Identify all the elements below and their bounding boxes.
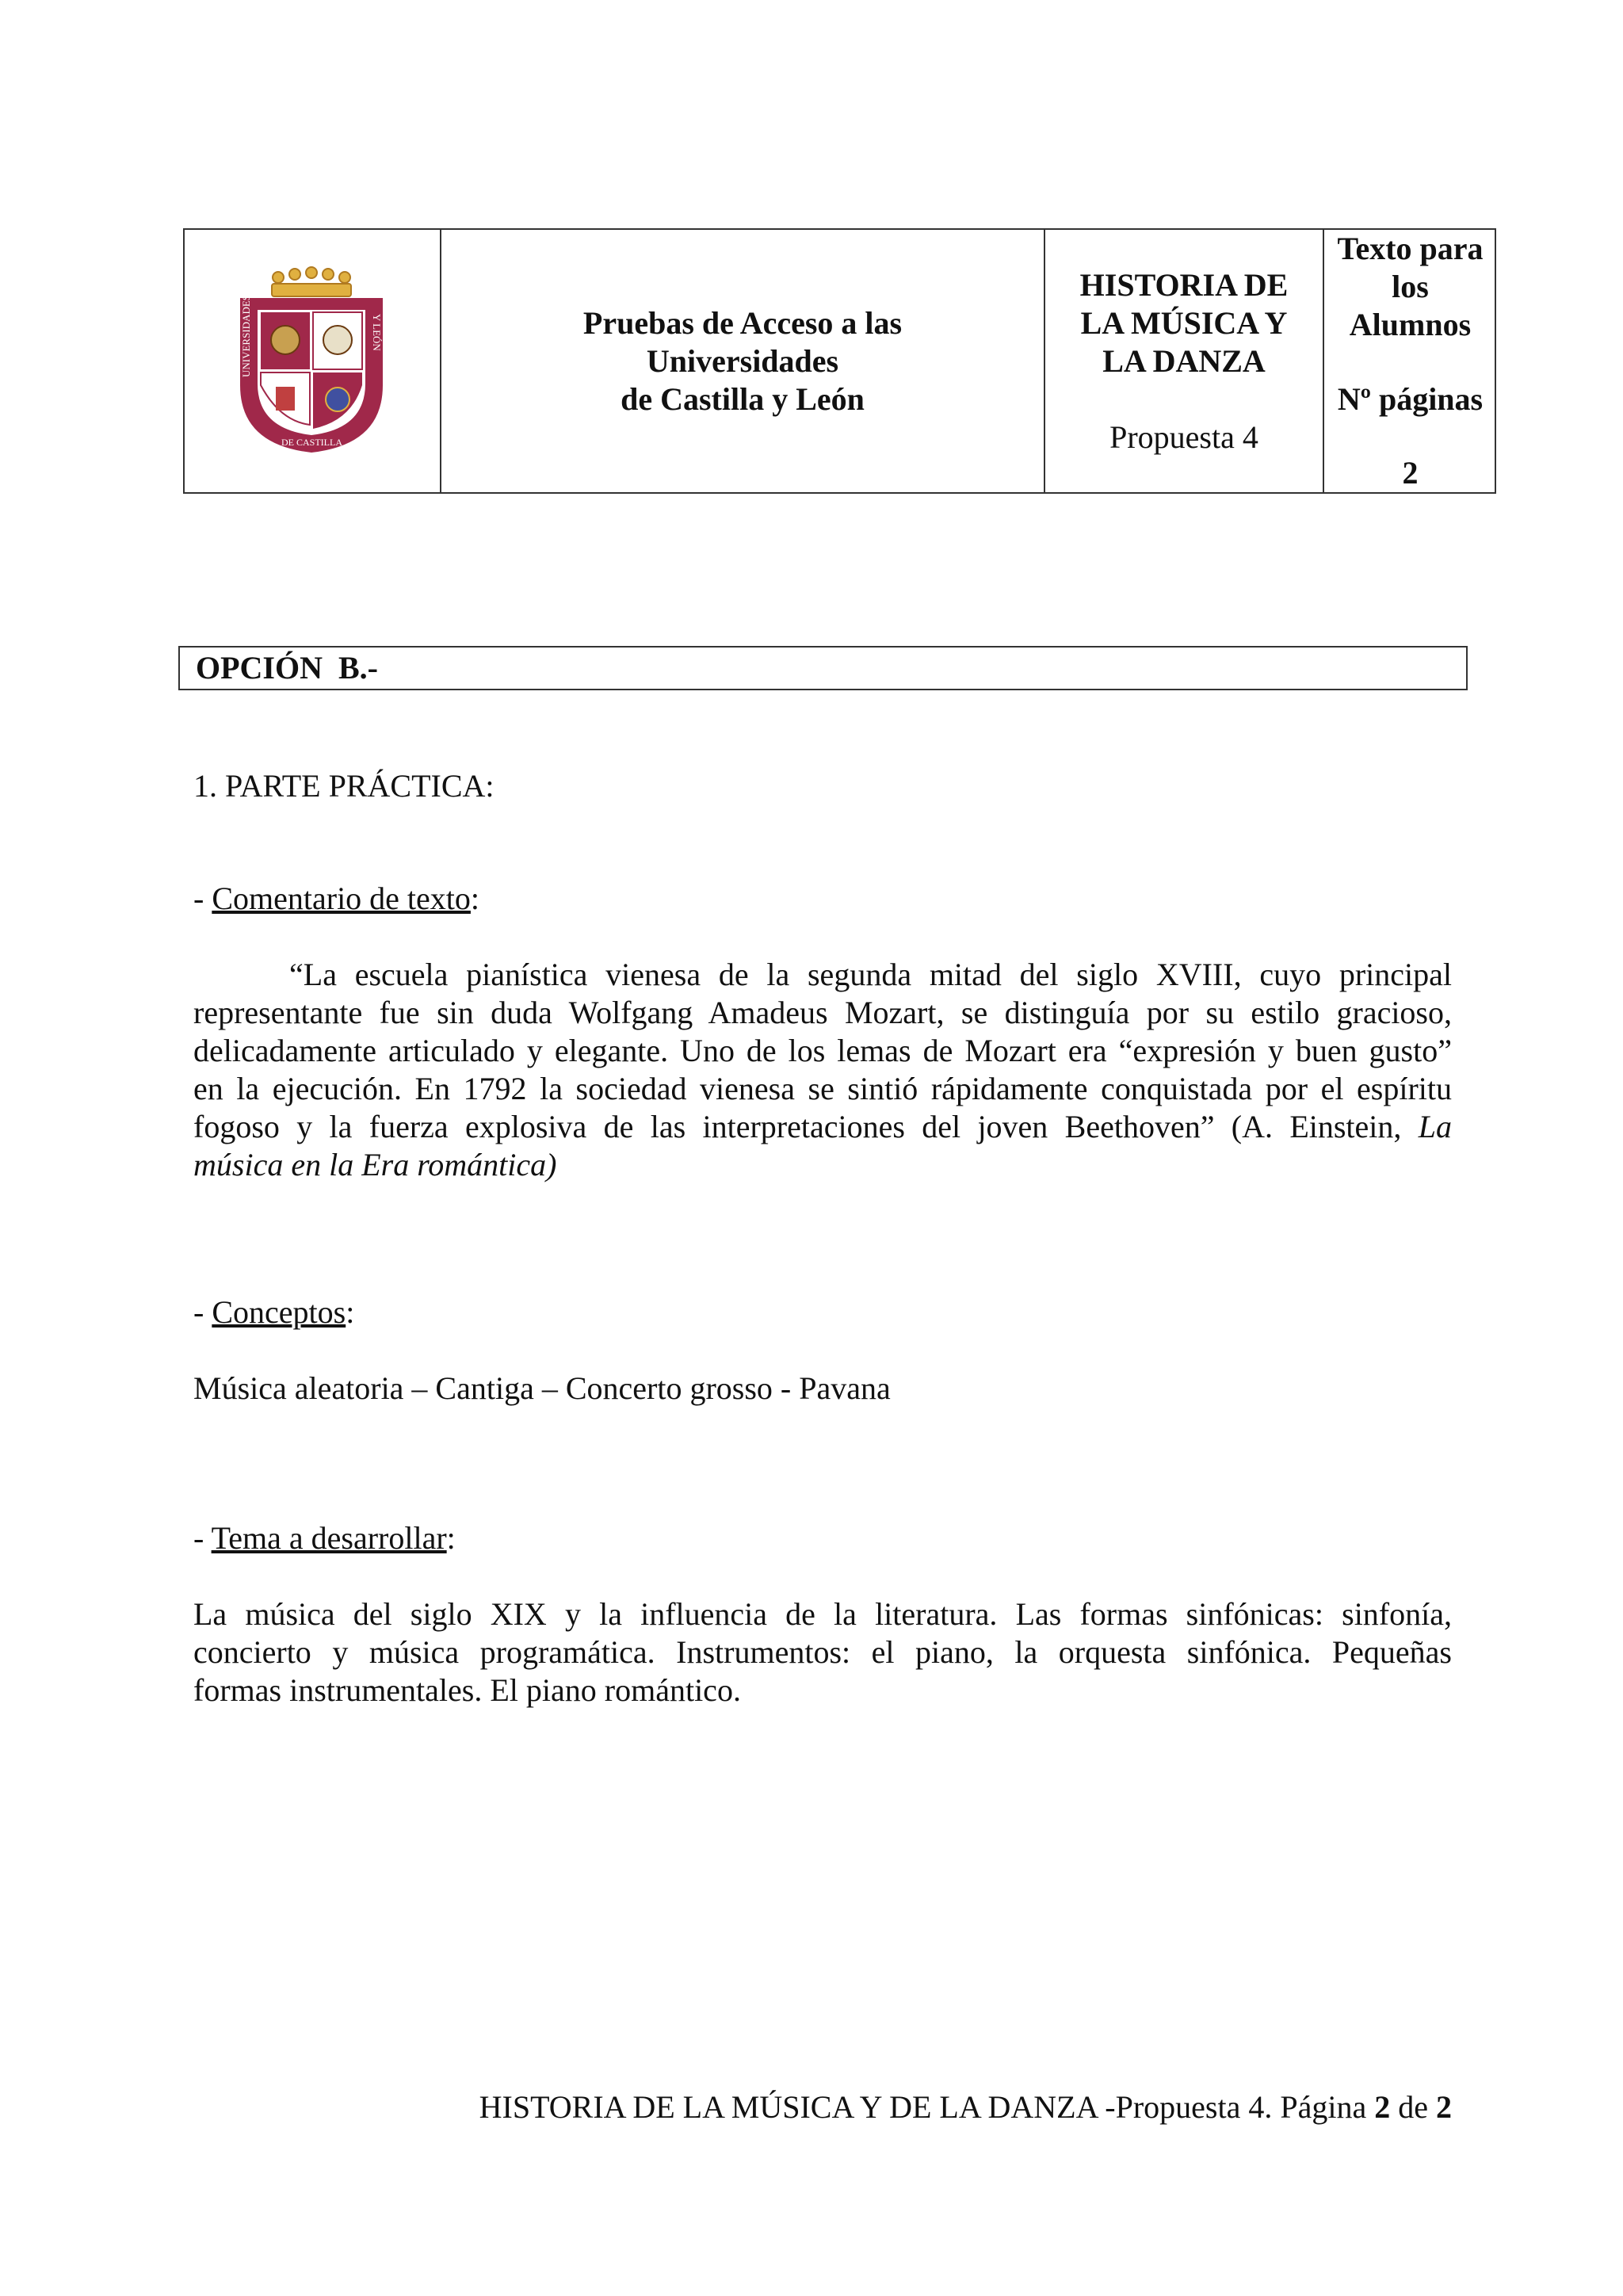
text-line: los	[1392, 269, 1429, 304]
suffix: :	[470, 881, 480, 916]
page-footer	[428, 2088, 1452, 2126]
svg-text:UNIVERSIDADES: UNIVERSIDADES	[240, 294, 252, 377]
quote-line: representante fue sin duda Wolfgang Amadeus Mozart, se distinguía por su estilo gracioso,	[193, 995, 1452, 1030]
quote-line: fogoso y la fuerza explosiva de las interpretaciones del joven Beethoven” (A. Einstein,	[193, 1109, 1402, 1144]
institution-line: Universidades	[646, 342, 839, 379]
topic-paragraph	[193, 1595, 1452, 1710]
text-cell	[1324, 230, 1496, 492]
prefix: -	[193, 881, 212, 916]
svg-text:DE CASTILLA: DE CASTILLA	[281, 436, 342, 448]
svg-text:Y LEÓN: Y LEÓN	[371, 313, 383, 351]
prefix: -	[193, 1520, 212, 1556]
commentary-heading	[193, 880, 479, 918]
header-table	[183, 228, 1496, 494]
pages-value: 2	[1402, 455, 1419, 491]
pages-label: Nº páginas	[1337, 380, 1484, 417]
suffix: :	[446, 1520, 456, 1556]
subject-line: HISTORIA DE	[1079, 266, 1289, 303]
quote-line-with-title	[193, 1108, 1452, 1146]
quote-line: en la ejecución. En 1792 la sociedad vienesa se sintió rápidamente conquistada por el espíritu	[193, 1071, 1452, 1106]
book-title-start: La	[1418, 1109, 1453, 1144]
concepts-text: Música aleatoria – Cantiga – Concerto grosso - Pavana	[193, 1370, 891, 1406]
quote-line: “La escuela pianística vienesa de la segunda mitad del siglo XVIII, cuyo principal	[289, 957, 1452, 992]
topic-heading	[193, 1519, 456, 1557]
subject-cell	[1045, 230, 1323, 492]
text-line: Alumnos	[1349, 307, 1472, 342]
proposal-label: Propuesta 4	[1109, 418, 1258, 455]
suffix: :	[346, 1294, 355, 1330]
institution-line: de Castilla y León	[621, 380, 865, 417]
commentary-label: Comentario de texto	[212, 881, 471, 916]
option-heading: OPCIÓN B.-	[178, 646, 1468, 690]
book-title-end: música en la Era romántica)	[193, 1147, 557, 1182]
topic-label: Tema a desarrollar	[211, 1520, 447, 1556]
topic-line: concierto y música programática. Instrumentos: el piano, la orquesta sinfónica. Pequeñas	[193, 1634, 1452, 1670]
topic-line: La música del siglo XIX y la influencia de la literatura. Las formas sinfónicas: sinfonía,	[193, 1596, 1452, 1632]
footer-page: 2	[1374, 2089, 1391, 2125]
concepts-heading	[193, 1293, 354, 1331]
section-title: 1. PARTE PRÁCTICA:	[193, 768, 495, 804]
coat-of-arms-icon	[232, 266, 391, 457]
institution-line: Pruebas de Acceso a las	[582, 304, 903, 341]
subject-line: LA MÚSICA Y	[1080, 304, 1288, 341]
institution-cell	[441, 230, 1044, 492]
topic-line: formas instrumentales. El piano romántico.	[193, 1672, 741, 1708]
university-logo	[216, 230, 407, 492]
footer-total: 2	[1436, 2089, 1452, 2125]
footer-text: HISTORIA DE LA MÚSICA Y DE LA DANZA -Propuesta 4. Página	[479, 2089, 1375, 2125]
subject-line: LA DANZA	[1102, 342, 1266, 379]
quote-paragraph	[193, 956, 1452, 1184]
concepts-label: Conceptos	[212, 1294, 346, 1330]
quote-line: delicadamente articulado y elegante. Uno de los lemas de Mozart era “expresión y buen gusto”	[193, 1033, 1452, 1068]
prefix: -	[193, 1294, 212, 1330]
text-line: Texto para	[1337, 231, 1484, 266]
footer-of: de	[1390, 2089, 1436, 2125]
